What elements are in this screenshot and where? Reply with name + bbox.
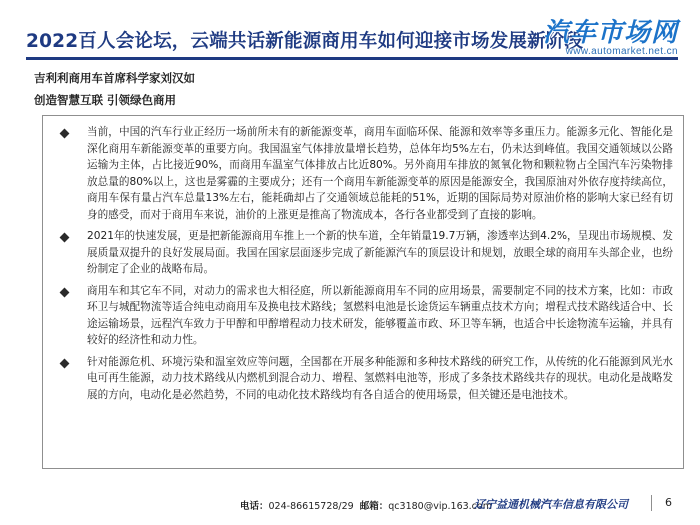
email-address[interactable]: qc3180@vip.163.com xyxy=(388,501,492,512)
speaker-subtitle: 创造智慧互联 引领绿色商用 xyxy=(34,93,177,107)
content-box xyxy=(42,115,684,469)
bullet-item xyxy=(57,354,673,404)
bullet-list xyxy=(57,124,673,403)
footer-contact xyxy=(240,498,492,512)
diamond-bullet-icon xyxy=(60,358,70,368)
bullet-item xyxy=(57,283,673,349)
diamond-bullet-icon xyxy=(60,233,70,243)
speaker-name: 吉利利商用车首席科学家刘汉如 xyxy=(34,71,195,85)
bullet-text: 针对能源危机、环境污染和温室效应等问题，全国都在开展多种能源和多种技术路线的研究工作，从传统的化石能源到风光水电可再生能源，动力技术路线从内燃机到混合动力、增程、氢燃料电池等，形成了多条技术路线共存的现状。电动化是战略发展的方向，电动化是必然趋势，不同的电动化技术路线均有各自适合的使用场景，但关键还是电池技术。 xyxy=(87,355,673,401)
bullet-item xyxy=(57,124,673,223)
diamond-bullet-icon xyxy=(60,129,70,139)
bullet-text: 2021年的快速发展，更是把新能源商用车推上一个新的快车道，全年销量19.7万辆，渗透率达到4.2%，呈现出市场规模、发展质量双提升的良好发展局面。我国在国家层面逐步完成了新能源汽车的顶层设计和规划，放眼全球的商用车头部企业，也纷纷制定了企业的战略布局。 xyxy=(87,230,673,275)
company-name: 辽宁益通机械汽车信息有限公司 xyxy=(474,498,628,511)
footer-separator xyxy=(651,495,652,511)
bullet-text: 当前，中国的汽车行业正经历一场前所未有的新能源变革，商用车面临环保、能源和效率等多重压力。能源多元化、智能化是深化商用车新能源变革的重要方向。我国温室气体排放量增长趋势，总体年均5%左右，仍未达到峰值。我国交通领域以公路运输为主体，占比接近90%，而商用车温室气体排放占比近80%。另外商用车排放的氮氧化物和颗粒物占全国汽车污染物排放总量的80%以上，这也是雾霾的主要成分；还有一个商用车新能源变革的原因是能源安全，我国原油对外依存度持续高位，商用车保有量占汽车总量13%左右，能耗确却占了交通领域总能耗的51%，近期的国际局势对原油价格的影响大家已经有切身的感受，而对于商用车来说，油价的上涨更是推高了物流成本，各行各业都受到了直接的影响。 xyxy=(87,126,673,221)
bullet-item xyxy=(57,228,673,278)
logo-url: www.automarket.net.cn xyxy=(565,46,678,57)
logo-text: 汽车市场网 xyxy=(542,18,678,48)
phone-number: 024-86615728/29 xyxy=(268,501,354,512)
diamond-bullet-icon xyxy=(60,287,70,297)
page-number: 6 xyxy=(665,496,672,509)
bullet-text: 商用车和其它车不同，对动力的需求也大相径庭，所以新能源商用车不同的应用场景，需要制定不同的技术方案，比如：市政环卫与城配物流等适合纯电动商用车及换电技术路线；氢燃料电池是长途货运车辆重点技术方向；增程式技术路线适合中、长途运输场景，远程汽车致力于甲醇和甲醇增程动力技术研发，能够覆盖市政、环卫等车辆，也适合中长途物流车运输，并具有较好的经济性和动力性。 xyxy=(87,284,673,346)
page-title: 2022百人会论坛，云端共话新能源商用车如何迎接市场发展新阶段 xyxy=(26,31,584,52)
header-divider xyxy=(26,57,678,60)
phone-label: 电话： xyxy=(240,501,269,512)
email-label: 邮箱： xyxy=(359,501,389,512)
